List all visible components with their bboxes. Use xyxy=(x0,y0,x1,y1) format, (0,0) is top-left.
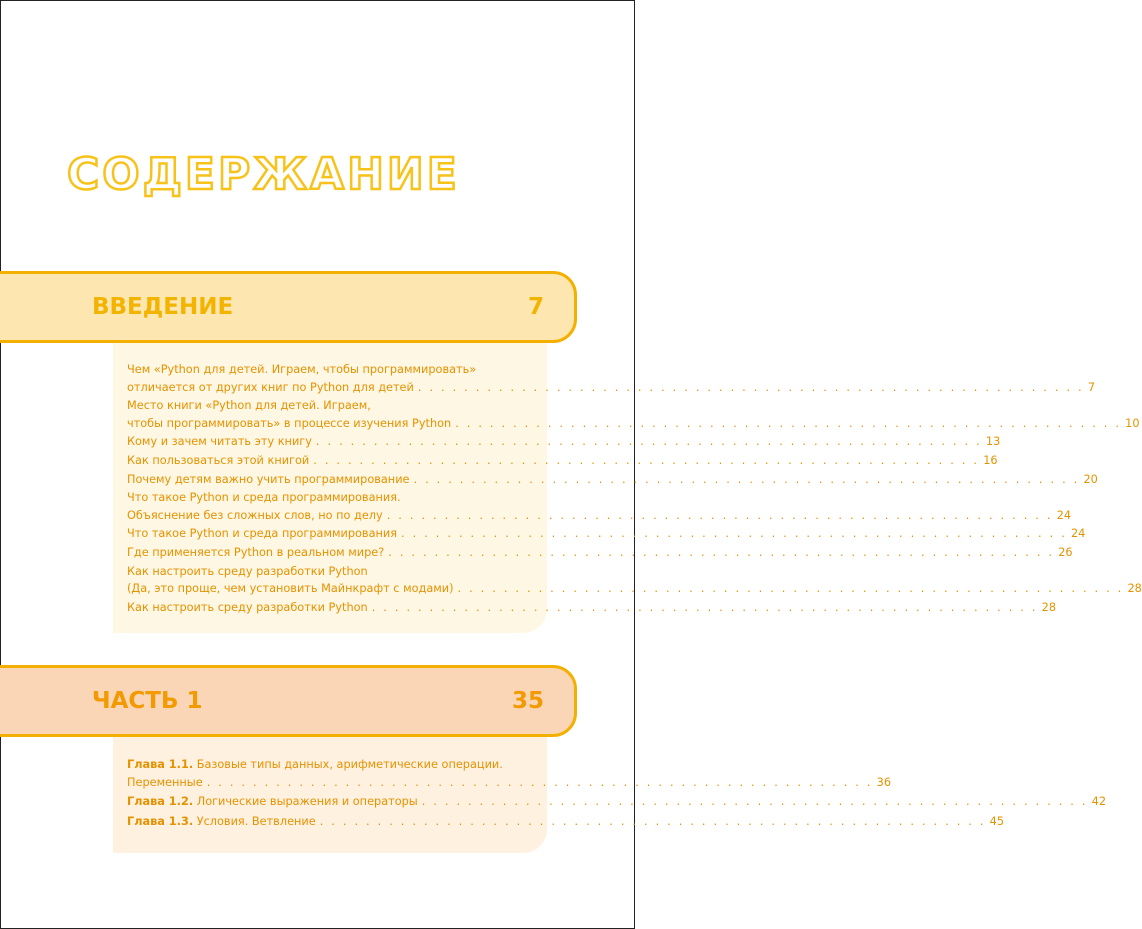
toc-entry-title: (Да, это проще, чем установить Майнкрафт с модами) xyxy=(127,582,454,596)
toc-page-number: 20 xyxy=(1083,472,1098,486)
toc-page-number: 24 xyxy=(1071,527,1086,541)
toc-page-number: 26 xyxy=(1058,545,1073,559)
toc-entry[interactable] xyxy=(127,452,998,470)
toc-entry[interactable] xyxy=(127,471,1098,489)
toc-leader-dots: . . . . . . . . . . . . . . . . . . . . . . . . . . . . . . . . . . . . . . . . . . . . . . . . . . . . . . . . . . xyxy=(319,814,986,828)
toc-leader-dots: . . . . . . . . . . . . . . . . . . . . . . . . . . . . . . . . . . . . . . . . . . . . . . . . . . . . . . . . . . xyxy=(206,775,873,789)
section-title: ЧАСТЬ 1 xyxy=(92,688,203,714)
toc-page-number: 16 xyxy=(983,453,998,467)
toc-page-number: 28 xyxy=(1127,582,1142,596)
toc-leader-dots: . . . . . . . . . . . . . . . . . . . . . . . . . . . . . . . . . . . . . . . . . . . . . . . . . . . . . . . . . . xyxy=(455,416,1122,430)
toc-leader-dots: . . . . . . . . . . . . . . . . . . . . . . . . . . . . . . . . . . . . . . . . . . . . . . . . . . . . . . . . . . xyxy=(388,545,1055,559)
toc-entry[interactable] xyxy=(127,397,1140,432)
toc-leader-dots: . . . . . . . . . . . . . . . . . . . . . . . . . . . . . . . . . . . . . . . . . . . . . . . . . . . . . . . . . . xyxy=(401,527,1067,541)
chapter-title-line1: Базовые типы данных, арифметические операции. xyxy=(193,758,503,771)
toc-entry[interactable] xyxy=(127,563,1142,598)
toc-page-number: 36 xyxy=(876,775,892,789)
toc-list-intro xyxy=(127,361,1142,617)
toc-leader-dots: . . . . . . . . . . . . . . . . . . . . . . . . . . . . . . . . . . . . . . . . . . . . . . . . . . . . . . . . . . xyxy=(313,453,980,467)
toc-entry-title: Что такое Python и среда программирования xyxy=(127,527,398,541)
toc-entry-title: отличается от других книг по Python для детей xyxy=(127,380,414,394)
toc-leader-dots: . . . . . . . . . . . . . . . . . . . . . . . . . . . . . . . . . . . . . . . . . . . . . . . . . . . . . . . . . . xyxy=(386,508,1053,522)
toc-list-part1 xyxy=(127,756,1107,832)
toc-chapter-entry[interactable] xyxy=(127,813,1005,831)
toc-leader-dots: . . . . . . . . . . . . . . . . . . . . . . . . . . . . . . . . . . . . . . . . . . . . . . . . . . . . . . . . . . xyxy=(417,380,1084,394)
toc-entry-title: Объяснение без сложных слов, но по делу xyxy=(127,508,383,522)
section-page-number: 35 xyxy=(511,688,544,714)
toc-page-number: 13 xyxy=(985,435,1001,449)
toc-leader-dots: . . . . . . . . . . . . . . . . . . . . . . . . . . . . . . . . . . . . . . . . . . . . . . . . . . . . . . . . . . xyxy=(315,435,982,449)
toc-chapter-entry[interactable] xyxy=(127,793,1107,811)
section-banner-intro xyxy=(0,271,577,343)
toc-entry[interactable] xyxy=(127,525,1086,543)
toc-entry-title-line1: Место книги «Python для детей. Играем, xyxy=(127,399,371,413)
toc-entry-title-line1: Как настроить среду разработки Python xyxy=(127,564,368,578)
chapter-title: Переменные xyxy=(127,775,203,789)
chapter-title: Условия. Ветвление xyxy=(193,814,316,828)
toc-page-number: 45 xyxy=(989,814,1005,828)
toc-page-number: 42 xyxy=(1091,795,1107,809)
toc-entry-title: Где применяется Python в реальном мире? xyxy=(127,545,385,559)
page-title: СОДЕРЖАНИЕ xyxy=(67,149,460,200)
section-page-number: 7 xyxy=(527,294,544,320)
toc-entry-title: Как настроить среду разработки Python xyxy=(127,600,368,614)
toc-page-number: 28 xyxy=(1041,600,1057,614)
toc-entry[interactable] xyxy=(127,489,1072,524)
chapter-number: Глава 1.3. xyxy=(127,814,194,828)
chapter-number: Глава 1.2. xyxy=(127,795,194,809)
toc-chapter-entry[interactable] xyxy=(127,756,892,791)
chapter-number: Глава 1.1. xyxy=(127,758,194,771)
toc-leader-dots: . . . . . . . . . . . . . . . . . . . . . . . . . . . . . . . . . . . . . . . . . . . . . . . . . . . . . . . . . . xyxy=(371,600,1038,614)
toc-page-number: 7 xyxy=(1087,380,1096,394)
toc-leader-dots: . . . . . . . . . . . . . . . . . . . . . . . . . . . . . . . . . . . . . . . . . . . . . . . . . . . . . . . . . . xyxy=(413,472,1080,486)
toc-entry[interactable] xyxy=(127,433,1001,451)
section-title: ВВЕДЕНИЕ xyxy=(92,294,234,320)
toc-entry-title: Как пользоваться этой книгой xyxy=(127,453,310,467)
toc-entry-title: Почему детям важно учить программирование xyxy=(127,472,410,486)
toc-entry[interactable] xyxy=(127,361,1096,396)
toc-leader-dots: . . . . . . . . . . . . . . . . . . . . . . . . . . . . . . . . . . . . . . . . . . . . . . . . . . . . . . . . . . xyxy=(457,582,1124,596)
toc-entry-title-line1: Что такое Python и среда программирования. xyxy=(127,491,401,505)
chapter-title: Логические выражения и операторы xyxy=(193,795,418,809)
toc-page-number: 10 xyxy=(1125,416,1140,430)
toc-entry-title-line1: Чем «Python для детей. Играем, чтобы программировать» xyxy=(127,363,477,376)
section-banner-part1 xyxy=(0,665,577,737)
toc-entry[interactable] xyxy=(127,599,1057,617)
toc-entry-title: Кому и зачем читать эту книгу xyxy=(127,435,312,449)
toc-entry-title: чтобы программировать» в процессе изучения Python xyxy=(127,416,452,430)
toc-entry[interactable] xyxy=(127,544,1073,562)
toc-page-number: 24 xyxy=(1056,508,1072,522)
toc-leader-dots: . . . . . . . . . . . . . . . . . . . . . . . . . . . . . . . . . . . . . . . . . . . . . . . . . . . . . . . . . . xyxy=(421,795,1088,809)
